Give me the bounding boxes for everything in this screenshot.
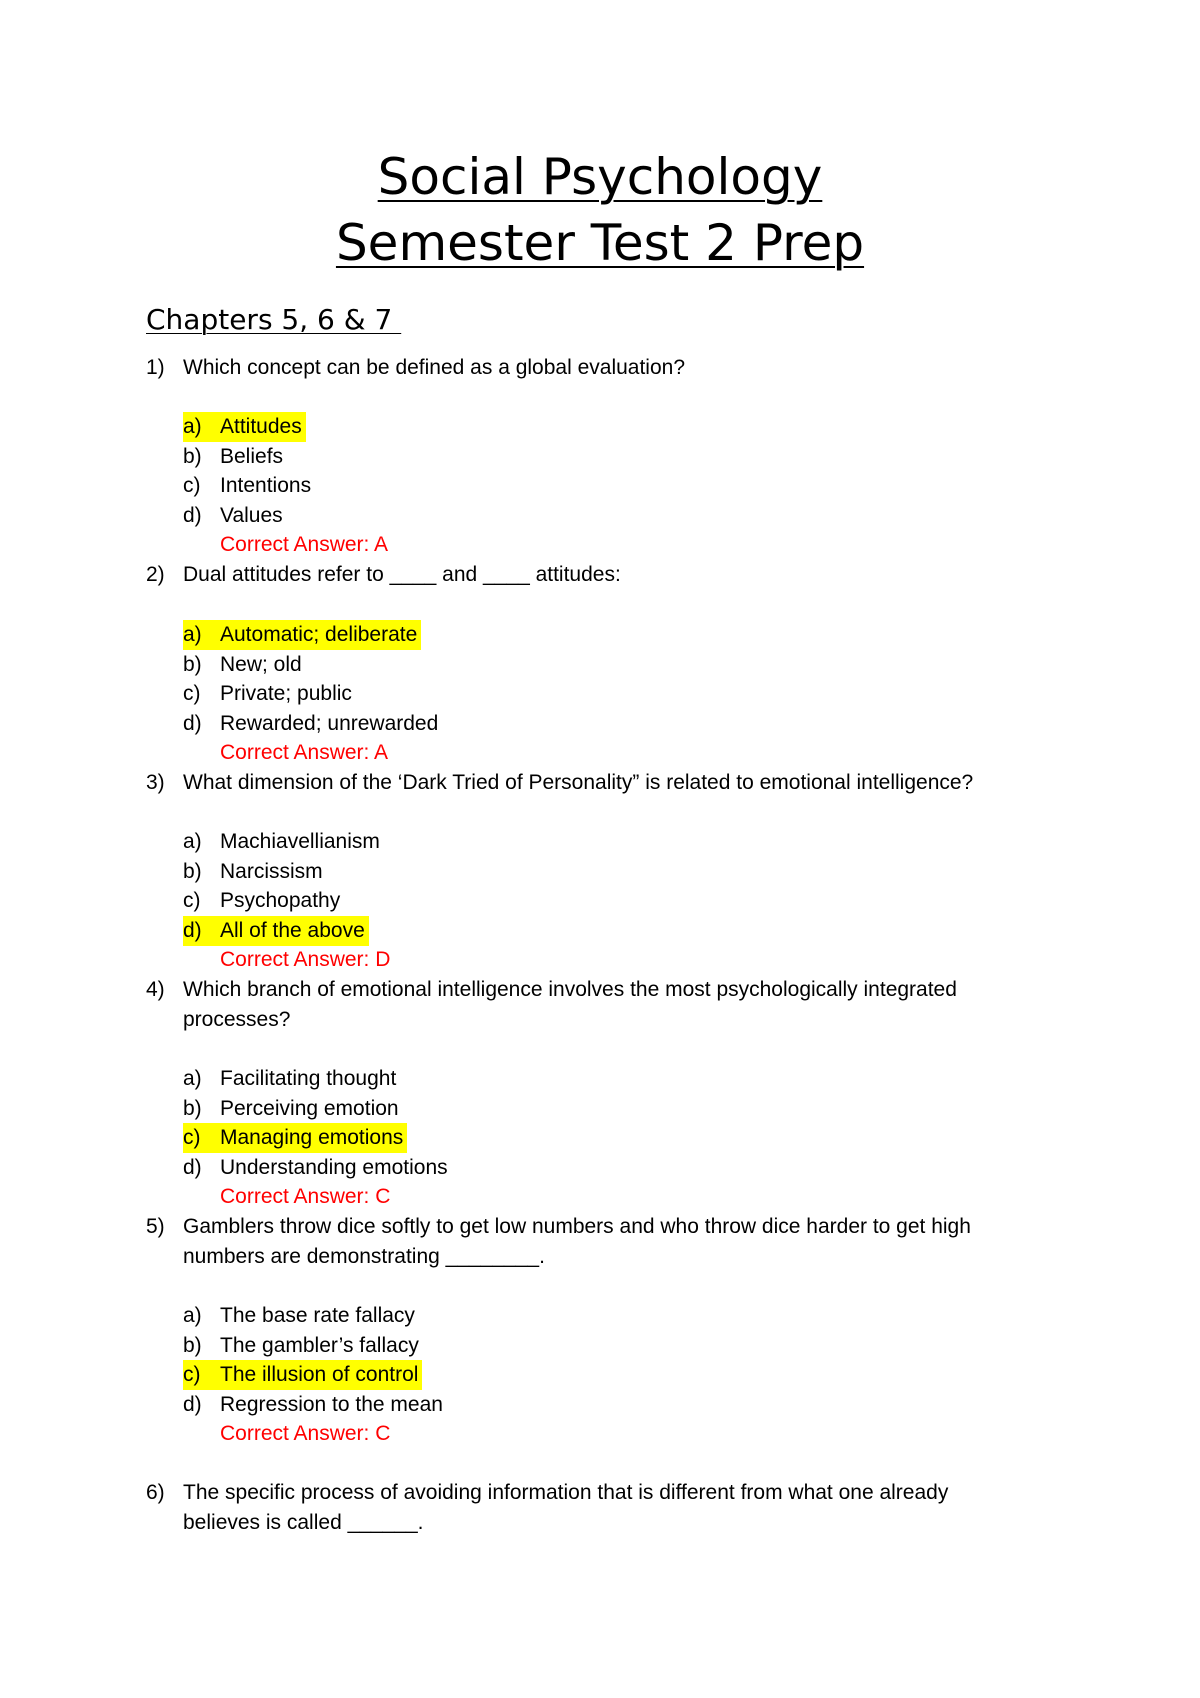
option-text: Understanding emotions [220,1156,448,1179]
option-d [183,1390,443,1420]
option-letter: b) [183,1334,202,1357]
option-text: Perceiving emotion [220,1097,399,1120]
document-title-line2: Semester Test 2 Prep [335,214,865,272]
option-letter: d) [183,1156,202,1179]
option-c [183,471,311,501]
option-text: Automatic; deliberate [220,623,418,646]
question-number: 2) [146,563,165,586]
option-text: The illusion of control [220,1363,419,1386]
option-a [183,1301,415,1331]
option-letter: c) [183,682,201,705]
option-letter: d) [183,919,202,942]
document-title-line1: Social Psychology [377,148,823,206]
option-text: Intentions [220,474,312,497]
option-b [183,1094,399,1124]
option-letter: c) [183,1363,201,1386]
option-letter: a) [183,623,202,646]
chapters-heading [146,300,401,340]
question-number: 1) [146,356,165,379]
question-text: Which concept can be defined as a global evaluation? [183,356,686,379]
question-number: 4) [146,978,165,1001]
option-d [183,709,438,739]
option-letter: c) [183,889,201,912]
option-letter: a) [183,1304,202,1327]
option-text: Regression to the mean [220,1393,443,1416]
option-letter: b) [183,445,202,468]
option-text: Psychopathy [220,889,341,912]
option-letter: c) [183,1126,201,1149]
option-text: The gambler’s fallacy [220,1334,419,1357]
option-b [183,857,323,887]
option-d [183,501,283,531]
question-text: Dual attitudes refer to ____ and ____ attitudes: [183,563,621,586]
option-text: Managing emotions [220,1126,404,1149]
option-text: Beliefs [220,445,284,468]
option-text: All of the above [220,919,365,942]
option-a-highlighted [183,620,421,650]
option-letter: a) [183,830,202,853]
option-text: Machiavellianism [220,830,380,853]
correct-answer: Correct Answer: C [220,1185,391,1208]
option-letter: a) [183,1067,202,1090]
option-letter: c) [183,474,201,497]
correct-answer: Correct Answer: C [220,1422,391,1445]
option-a [183,1064,396,1094]
option-d-highlighted [183,916,369,946]
option-text: New; old [220,653,302,676]
option-a-highlighted [183,412,306,442]
option-text: Values [220,504,283,527]
option-letter: a) [183,415,202,438]
question-number: 3) [146,771,165,794]
correct-answer: Correct Answer: A [220,741,389,764]
question-number: 5) [146,1215,165,1238]
option-letter: d) [183,1393,202,1416]
correct-answer: Correct Answer: A [220,533,389,556]
option-b [183,1331,419,1361]
option-text: The base rate fallacy [220,1304,415,1327]
question-number: 6) [146,1481,165,1504]
option-b [183,442,283,472]
question-text-line2: numbers are demonstrating ________. [183,1245,545,1268]
question-text-line1: Gamblers throw dice softly to get low numbers and who throw dice harder to get high [183,1215,971,1238]
option-text: Attitudes [220,415,302,438]
option-c [183,886,340,916]
option-text: Facilitating thought [220,1067,397,1090]
option-a [183,827,380,857]
correct-answer: Correct Answer: D [220,948,391,971]
option-letter: d) [183,712,202,735]
option-c-highlighted [183,1360,422,1390]
option-b [183,650,302,680]
option-letter: b) [183,860,202,883]
option-c [183,679,352,709]
question-text-line2: believes is called ______. [183,1511,424,1534]
option-letter: b) [183,1097,202,1120]
chapters-heading-text: Chapters 5, 6 & 7 [146,303,402,336]
question-text: What dimension of the ‘Dark Tried of Personality” is related to emotional intelligence? [183,771,974,794]
question-text-line1: Which branch of emotional intelligence involves the most psychologically integrated [183,978,957,1001]
option-text: Private; public [220,682,352,705]
option-d [183,1153,448,1183]
option-letter: d) [183,504,202,527]
question-text-line2: processes? [183,1008,291,1031]
option-letter: b) [183,653,202,676]
question-text-line1: The specific process of avoiding information that is different from what one already [183,1481,949,1504]
option-text: Narcissism [220,860,323,883]
option-c-highlighted [183,1123,407,1153]
option-text: Rewarded; unrewarded [220,712,439,735]
